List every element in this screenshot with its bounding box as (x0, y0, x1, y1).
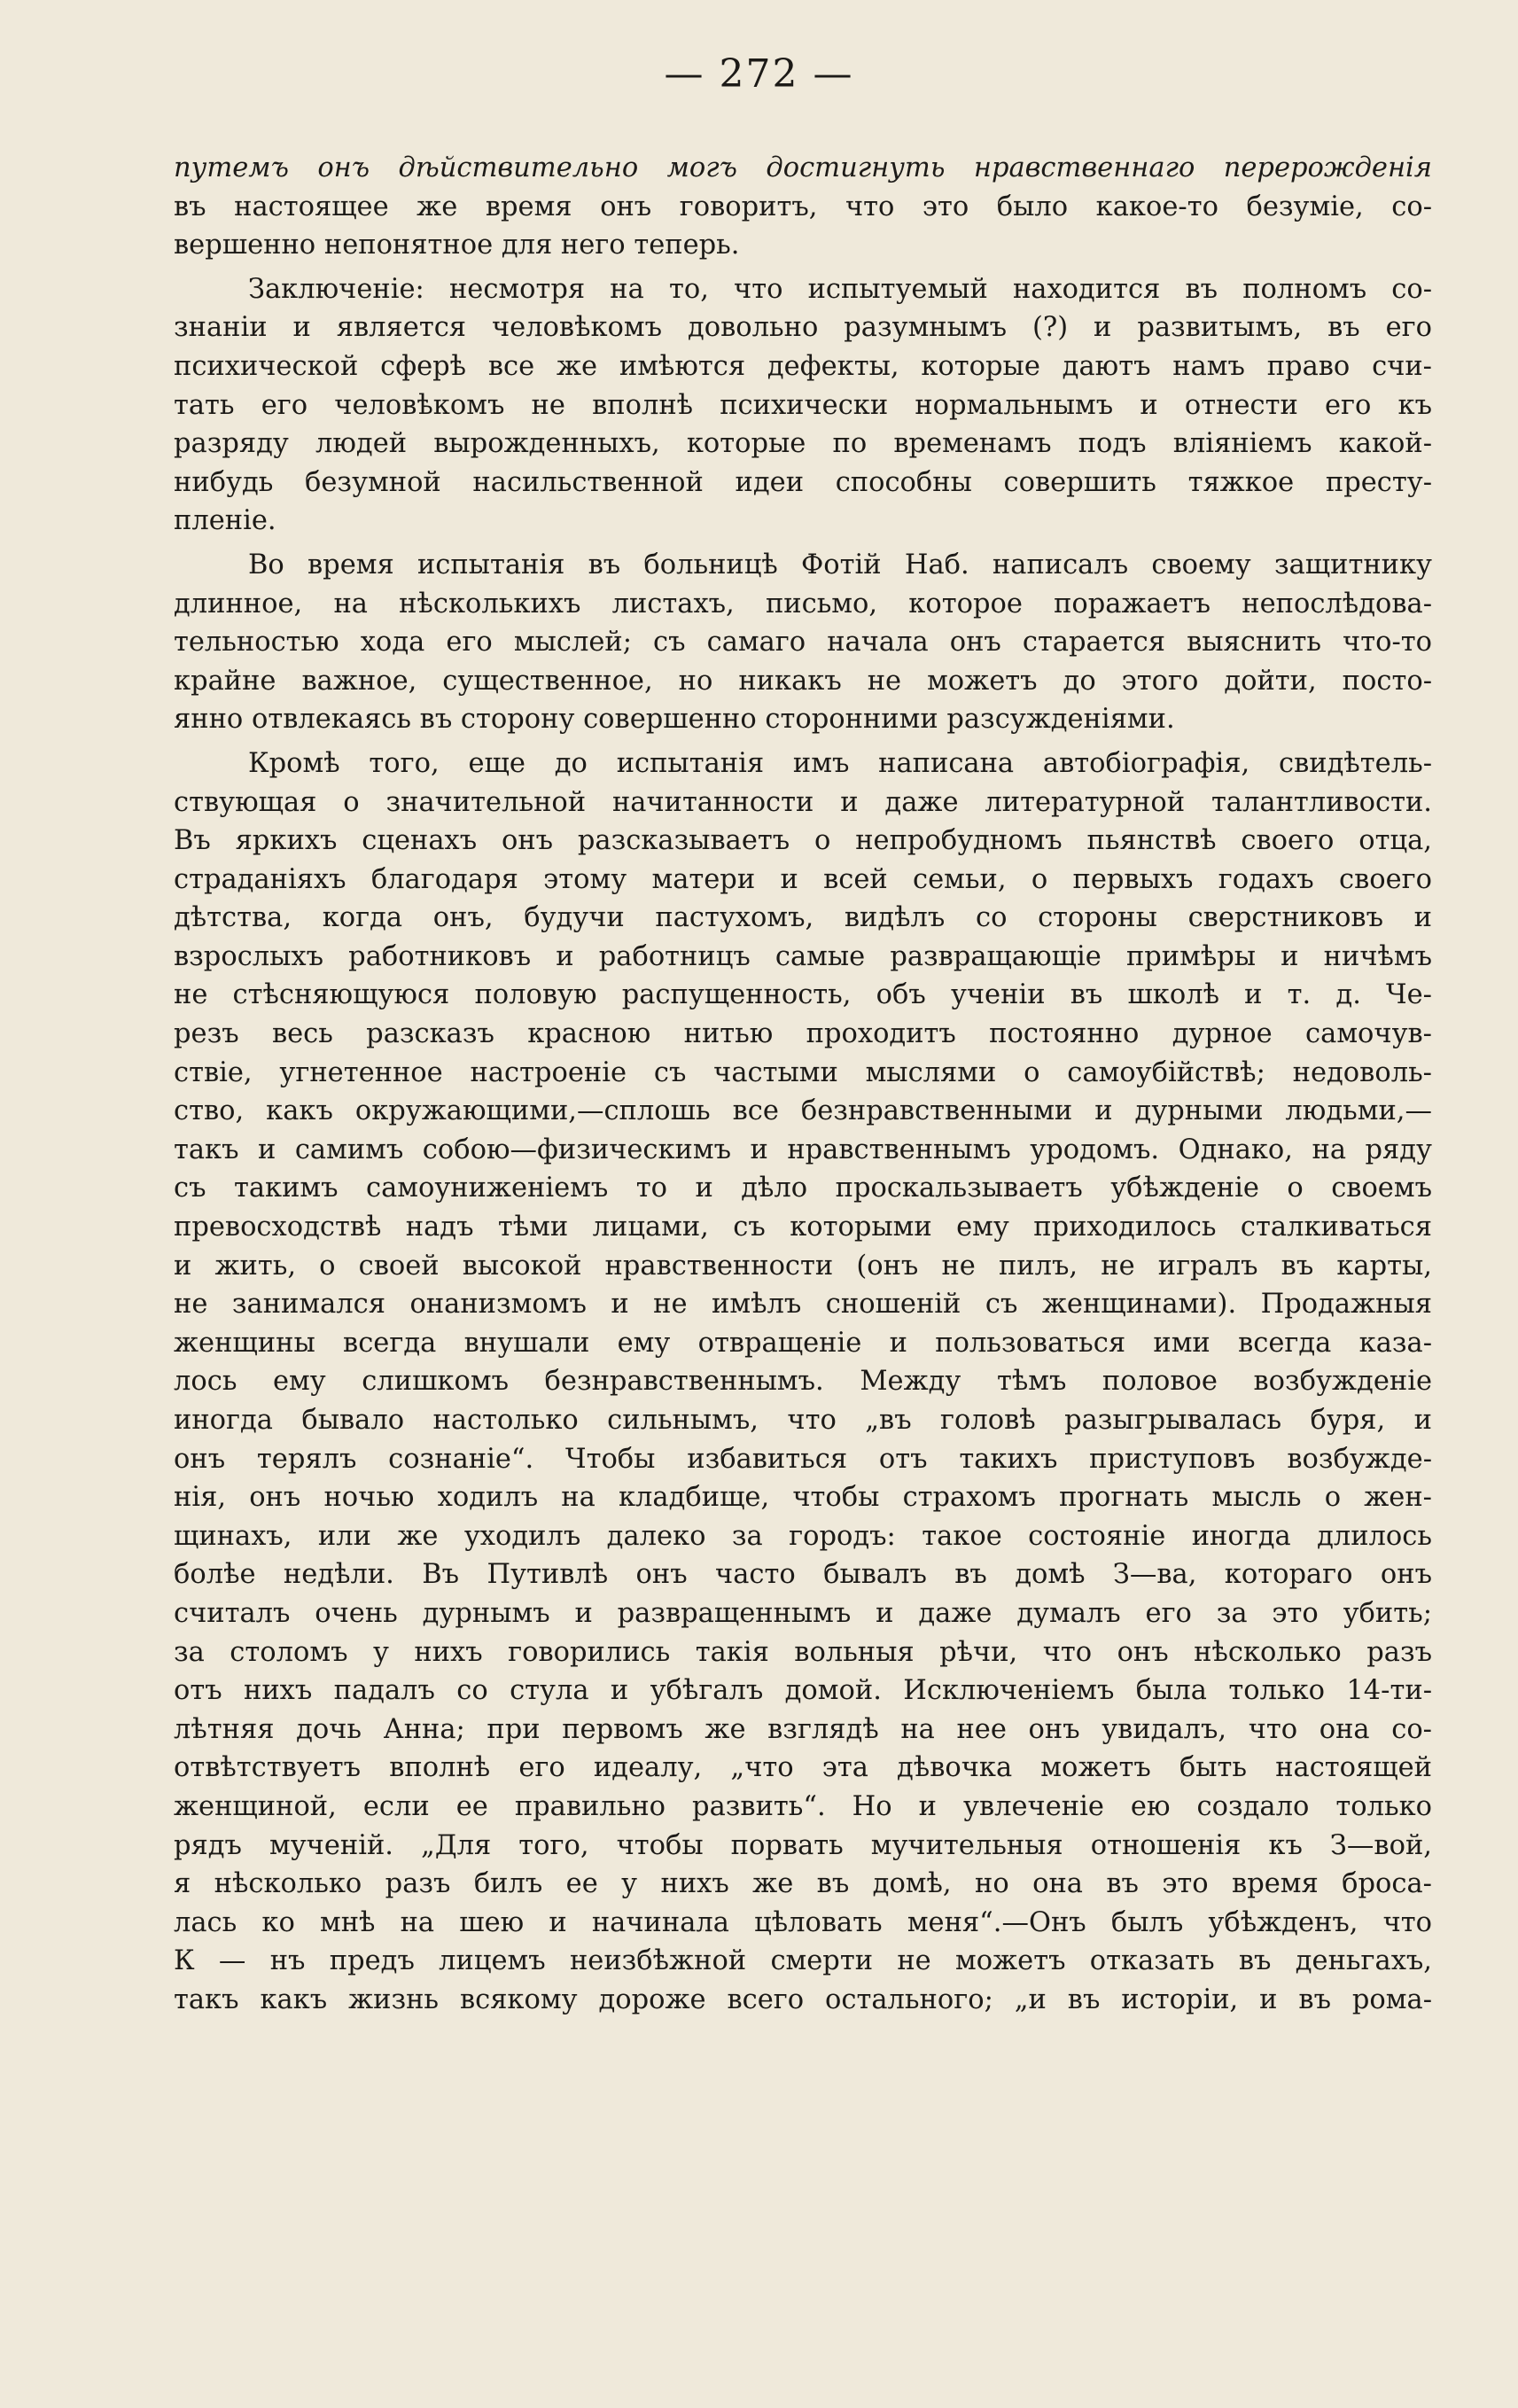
text-line: тать его человѣкомъ не вполнѣ психически нормальнымъ и отнести его къ (174, 389, 1432, 421)
text-line: путемъ онъ дѣйствительно могъ достигнуть нравственнаго перерожденія (174, 152, 1432, 183)
page-number: — 272 — (664, 51, 854, 97)
text-line: такъ и самимъ собою—физическимъ и нравственнымъ уродомъ. Однако, на ряду (174, 1134, 1432, 1165)
text-line: женщиной, если ее правильно развить“. Но и увлеченіе ею создало только (174, 1790, 1432, 1822)
text-line: отъ нихъ падалъ со стула и убѣгалъ домой. Исключеніемъ была только 14-ти- (174, 1675, 1432, 1707)
text-line: лѣтняя дочь Анна; при первомъ же взглядѣ на нее онъ увидалъ, что она со- (174, 1713, 1432, 1745)
text-line: нибудь безумной насильственной идеи способны совершить тяжкое престу- (174, 466, 1432, 498)
text-line: не занимался онанизмомъ и не имѣлъ сношеній съ женщинами). Продажныя (174, 1289, 1432, 1321)
text-line: превосходствѣ надъ тѣми лицами, съ которыми ему приходилось сталкиваться (174, 1212, 1432, 1243)
text-line: дѣтства, когда онъ, будучи пастухомъ, видѣлъ со стороны сверстниковъ и (174, 902, 1432, 934)
text-line: крайне важное, существенное, но никакъ не можетъ до этого дойти, посто- (174, 665, 1432, 697)
text-line: Въ яркихъ сценахъ онъ разсказываетъ о непробудномъ пьянствѣ своего отца, (174, 825, 1432, 857)
text-line: нія, онъ ночью ходилъ на кладбище, чтобы страхомъ прогнать мысль о жен- (174, 1482, 1432, 1514)
paragraph (174, 546, 1432, 739)
text-line: страданіяхъ благодаря этому матери и всей семьи, о первыхъ годахъ своего (174, 863, 1432, 895)
body-text (174, 149, 1432, 2020)
text-line: рядъ мученій. „Для того, чтобы порвать мучительныя отношенія къ З—вой, (174, 1829, 1432, 1861)
paragraph (174, 149, 1432, 265)
text-line: ство, какъ окружающими,—сплошь все безнравственными и дурными людьми,— (174, 1095, 1432, 1127)
paragraph (174, 270, 1432, 541)
text-line: щинахъ, или же уходилъ далеко за городъ: такое состояніе иногда длилось (174, 1520, 1432, 1552)
text-line: съ такимъ самоуниженіемъ то и дѣло проскальзываетъ убѣжденіе о своемъ (174, 1173, 1432, 1204)
text-line: Во время испытанія въ больницѣ Фотій Наб. написалъ своему защитнику (248, 549, 1432, 581)
text-line: пленіе. (174, 505, 276, 537)
text-line: разряду людей вырожденныхъ, которые по временамъ подъ вліяніемъ какой- (174, 428, 1432, 460)
text-line: не стѣсняющуюся половую распущенность, объ ученіи въ школѣ и т. д. Че- (174, 979, 1432, 1011)
text-line: такъ какъ жизнь всякому дороже всего остального; „и въ исторіи, и въ рома- (174, 1983, 1432, 2015)
text-line: длинное, на нѣсколькихъ листахъ, письмо, которое поражаетъ непослѣдова- (174, 588, 1432, 620)
text-line: К — нъ предъ лицемъ неизбѣжной смерти не можетъ отказать въ деньгахъ, (174, 1945, 1432, 1977)
text-line: психической сферѣ все же имѣются дефекты, которые даютъ намъ право счи- (174, 350, 1432, 382)
text-line: въ настоящее же время онъ говоритъ, что это было какое-то безуміе, со- (174, 191, 1432, 222)
text-line: ствіе, угнетенное настроеніе съ частыми мыслями о самоубійствѣ; недоволь- (174, 1056, 1432, 1088)
text-line: онъ терялъ сознаніе“. Чтобы избавиться отъ такихъ приступовъ возбужде- (174, 1443, 1432, 1475)
text-line: взрослыхъ работниковъ и работницъ самые развращающіе примѣры и ничѣмъ (174, 940, 1432, 972)
paragraph (174, 744, 1432, 2020)
text-line: за столомъ у нихъ говорились такія вольныя рѣчи, что онъ нѣсколько разъ (174, 1636, 1432, 1668)
text-line: считалъ очень дурнымъ и развращеннымъ и даже думалъ его за это убить; (174, 1597, 1432, 1629)
text-line: иногда бывало настолько сильнымъ, что „въ головѣ разыгрывалась буря, и (174, 1405, 1432, 1436)
text-line: знаніи и является человѣкомъ довольно разумнымъ (?) и развитымъ, въ его (174, 312, 1432, 344)
text-line: Заключеніе: несмотря на то, что испытуемый находится въ полномъ со- (248, 273, 1432, 305)
text-line: ствующая о значительной начитанности и даже литературной талантливости. (174, 786, 1432, 818)
text-line: женщины всегда внушали ему отвращеніе и пользоваться ими всегда каза- (174, 1327, 1432, 1359)
text-line: отвѣтствуетъ вполнѣ его идеалу, „что эта дѣвочка можетъ быть настоящей (174, 1752, 1432, 1784)
text-line: тельностью хода его мыслей; съ самаго начала онъ старается выяснить что-то (174, 627, 1432, 658)
text-line: и жить, о своей высокой нравственности (онъ не пилъ, не игралъ въ карты, (174, 1250, 1432, 1282)
text-line: янно отвлекаясь въ сторону совершенно сторонними разсужденіями. (174, 704, 1175, 736)
text-line: резъ весь разсказъ красною нитью проходитъ постоянно дурное самочув- (174, 1018, 1432, 1050)
text-line: Кромѣ того, еще до испытанія имъ написана автобіографія, свидѣтель- (248, 747, 1432, 779)
text-line: лась ко мнѣ на шею и начинала цѣловать меня“.—Онъ былъ убѣжденъ, что (174, 1906, 1432, 1938)
text-line: болѣе недѣли. Въ Путивлѣ онъ часто бывалъ въ домѣ З—ва, котораго онъ (174, 1559, 1432, 1591)
text-line: вершенно непонятное для него теперь. (174, 230, 740, 261)
text-line: лось ему слишкомъ безнравственнымъ. Между тѣмъ половое возбужденіе (174, 1366, 1432, 1398)
text-line: я нѣсколько разъ билъ ее у нихъ же въ домѣ, но она въ это время броса- (174, 1868, 1432, 1900)
